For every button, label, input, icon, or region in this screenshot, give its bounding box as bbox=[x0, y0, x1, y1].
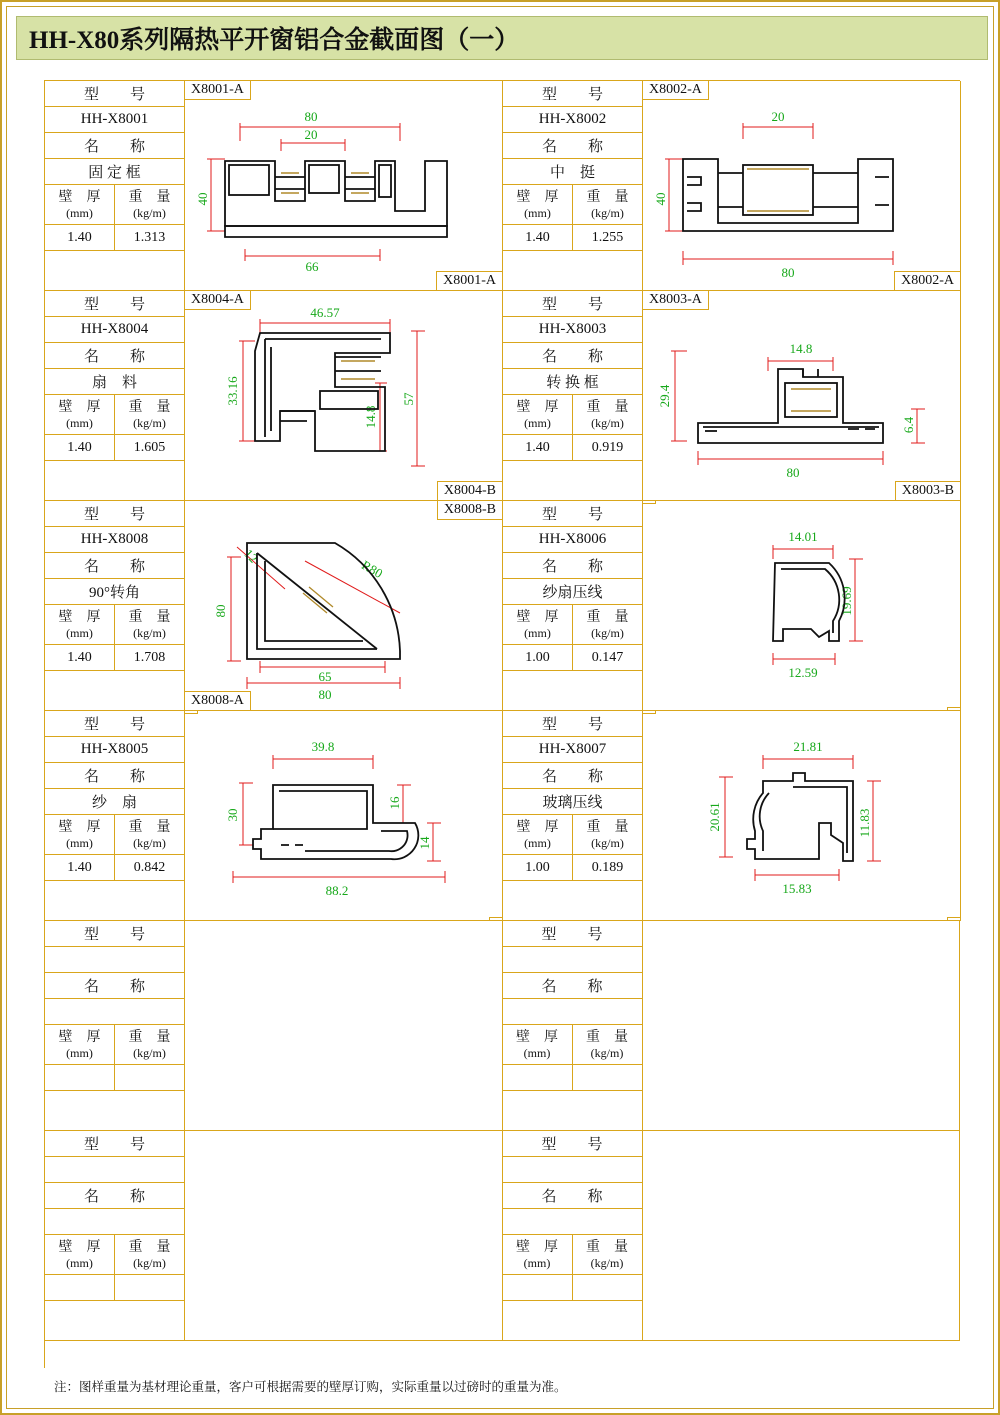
label-weight: 重 量 bbox=[586, 819, 629, 835]
label-thickness: 壁 厚 bbox=[516, 399, 559, 415]
section-figure-x8003 bbox=[643, 291, 960, 500]
label-thickness-weight bbox=[503, 605, 642, 645]
dim-value: 29.4 bbox=[657, 384, 672, 408]
label-name: 名 称 bbox=[503, 133, 642, 159]
value-thickness-weight bbox=[503, 1065, 642, 1091]
label-model: 型 号 bbox=[503, 921, 642, 947]
label-thickness: 壁 厚 bbox=[516, 609, 559, 625]
profile-block-x8005 bbox=[45, 711, 503, 921]
label-model: 型 号 bbox=[45, 501, 184, 527]
label-weight: 重 量 bbox=[128, 399, 171, 415]
label-weight: 重 量 bbox=[128, 819, 171, 835]
label-thickness: 壁 厚 bbox=[516, 819, 559, 835]
label-weight-unit: (kg/m) bbox=[133, 415, 166, 430]
dim-value: 39.8 bbox=[311, 739, 335, 754]
value-model: HH-X8007 bbox=[503, 737, 642, 763]
label-weight-unit: (kg/m) bbox=[590, 1045, 624, 1060]
label-name: 名 称 bbox=[503, 1183, 642, 1209]
value-thickness bbox=[503, 1275, 573, 1300]
label-weight: 重 量 bbox=[128, 1029, 171, 1045]
value-thickness: 1.40 bbox=[503, 225, 573, 250]
label-thickness-unit: (mm) bbox=[524, 835, 551, 850]
label-weight: 重 量 bbox=[128, 189, 171, 205]
label-thickness: 壁 厚 bbox=[58, 819, 101, 835]
info-filler bbox=[45, 671, 184, 710]
dim-value: 57 bbox=[401, 392, 416, 406]
dim-value: 14.01 bbox=[788, 529, 818, 544]
value-model: HH-X8008 bbox=[45, 527, 184, 553]
label-thickness-weight bbox=[45, 185, 184, 225]
section-figure-empty bbox=[185, 921, 502, 1130]
value-thickness: 1.00 bbox=[503, 855, 573, 880]
value-thickness-weight bbox=[503, 645, 642, 671]
value-model bbox=[45, 1157, 184, 1183]
info-filler bbox=[45, 881, 184, 920]
label-weight: 重 量 bbox=[128, 609, 171, 625]
label-weight-unit: (kg/m) bbox=[133, 1255, 166, 1270]
dim-value: 65 bbox=[318, 669, 332, 684]
label-model: 型 号 bbox=[503, 1131, 642, 1157]
value-model bbox=[503, 947, 642, 973]
info-filler bbox=[503, 251, 642, 290]
label-thickness-unit: (mm) bbox=[66, 205, 93, 220]
label-thickness-unit: (mm) bbox=[524, 415, 551, 430]
label-weight: 重 量 bbox=[586, 189, 629, 205]
label-thickness-weight bbox=[503, 395, 642, 435]
value-thickness-weight bbox=[45, 225, 184, 251]
dim-value: 12.59 bbox=[788, 665, 818, 680]
label-name: 名 称 bbox=[45, 973, 184, 999]
dim-value: 80 bbox=[786, 465, 800, 480]
figure-code-bottom bbox=[947, 917, 960, 920]
figure-code-top bbox=[185, 711, 198, 714]
label-weight: 重 量 bbox=[586, 1029, 628, 1045]
section-figure-x8006 bbox=[643, 501, 960, 710]
info-table bbox=[503, 81, 643, 290]
figure-code-bottom: X8004-B bbox=[437, 481, 502, 500]
label-name: 名 称 bbox=[45, 763, 184, 789]
profile-block-empty bbox=[45, 921, 503, 1131]
value-model: HH-X8001 bbox=[45, 107, 184, 133]
grid-row bbox=[45, 711, 960, 921]
info-table bbox=[45, 501, 185, 710]
section-figure-empty bbox=[643, 921, 960, 1130]
label-name: 名 称 bbox=[45, 1183, 184, 1209]
grid-row bbox=[45, 81, 960, 291]
value-thickness-weight bbox=[45, 645, 184, 671]
value-thickness: 1.40 bbox=[45, 855, 115, 880]
dim-value: 20 bbox=[304, 127, 318, 142]
info-filler bbox=[45, 1091, 184, 1130]
label-thickness-weight bbox=[503, 1025, 642, 1065]
dim-value: 33.16 bbox=[225, 376, 240, 406]
section-figure-x8004 bbox=[185, 291, 502, 500]
label-weight: 重 量 bbox=[128, 1239, 171, 1255]
profile-block-empty bbox=[503, 1131, 961, 1341]
label-weight-unit: (kg/m) bbox=[591, 205, 624, 220]
info-table bbox=[45, 921, 185, 1130]
label-thickness: 壁 厚 bbox=[58, 1029, 101, 1045]
label-model: 型 号 bbox=[45, 711, 184, 737]
value-thickness: 1.40 bbox=[45, 645, 115, 670]
label-thickness: 壁 厚 bbox=[58, 609, 101, 625]
value-thickness: 1.00 bbox=[503, 645, 573, 670]
value-thickness-weight bbox=[503, 855, 642, 881]
profile-block-empty bbox=[503, 921, 961, 1131]
label-name: 名 称 bbox=[503, 973, 642, 999]
label-weight-unit: (kg/m) bbox=[133, 835, 166, 850]
value-name: 转 换 框 bbox=[503, 369, 642, 395]
label-thickness-unit: (mm) bbox=[524, 205, 551, 220]
value-thickness: 1.40 bbox=[45, 435, 115, 460]
info-table bbox=[503, 1131, 643, 1340]
label-thickness-weight bbox=[45, 1025, 184, 1065]
page-title: HH-X80系列隔热平开窗铝合金截面图（一） bbox=[29, 27, 520, 54]
label-name: 名 称 bbox=[503, 553, 642, 579]
section-figure-empty bbox=[643, 1131, 960, 1340]
info-table bbox=[45, 291, 185, 500]
info-filler bbox=[503, 671, 642, 710]
dim-value: 30 bbox=[225, 808, 240, 822]
label-thickness-weight bbox=[45, 1235, 184, 1275]
label-thickness: 壁 厚 bbox=[58, 189, 101, 205]
figure-code-bottom: X8008-A bbox=[185, 691, 251, 710]
figure-code-bottom: X8002-A bbox=[894, 271, 960, 290]
label-weight: 重 量 bbox=[586, 1239, 628, 1255]
value-weight: 1.313 bbox=[133, 229, 166, 245]
value-name bbox=[45, 999, 184, 1025]
value-weight: 0.919 bbox=[591, 439, 624, 455]
section-figure-x8005 bbox=[185, 711, 502, 920]
info-table bbox=[503, 501, 643, 710]
value-weight bbox=[573, 1275, 642, 1300]
figure-code-top: X8002-A bbox=[643, 81, 709, 100]
dim-value: 80 bbox=[781, 265, 795, 280]
label-model: 型 号 bbox=[503, 291, 642, 317]
value-model: HH-X8005 bbox=[45, 737, 184, 763]
dim-value: 19.69 bbox=[839, 586, 854, 616]
figure-code-top bbox=[643, 711, 656, 714]
value-model: HH-X8006 bbox=[503, 527, 642, 553]
value-weight bbox=[115, 1065, 184, 1090]
label-model: 型 号 bbox=[45, 291, 184, 317]
grid-row bbox=[45, 291, 960, 501]
dim-value: 15.83 bbox=[782, 881, 812, 896]
value-name: 纱扇压线 bbox=[503, 579, 642, 605]
info-table bbox=[503, 921, 643, 1130]
value-thickness-weight bbox=[45, 1065, 184, 1091]
value-thickness bbox=[503, 1065, 573, 1090]
info-table bbox=[45, 711, 185, 920]
label-thickness-unit: (mm) bbox=[66, 1255, 93, 1270]
dim-value: 6.4 bbox=[901, 416, 916, 434]
dim-value: 80 bbox=[213, 604, 228, 618]
dim-value: 40 bbox=[653, 192, 668, 206]
dim-value: 80 bbox=[304, 109, 318, 124]
value-name: 纱 扇 bbox=[45, 789, 184, 815]
dim-value: 16 bbox=[387, 796, 402, 810]
label-thickness: 壁 厚 bbox=[58, 399, 101, 415]
dim-value: 46.57 bbox=[310, 305, 340, 320]
dim-value: 11.83 bbox=[857, 808, 872, 838]
label-thickness-weight bbox=[45, 395, 184, 435]
label-thickness-unit: (mm) bbox=[523, 1255, 551, 1270]
value-name: 玻璃压线 bbox=[503, 789, 642, 815]
value-model: HH-X8003 bbox=[503, 317, 642, 343]
grid-row bbox=[45, 501, 960, 711]
section-figure-x8002 bbox=[643, 81, 960, 290]
value-thickness-weight bbox=[503, 225, 642, 251]
profile-block-x8003 bbox=[503, 291, 961, 501]
info-filler bbox=[503, 1091, 642, 1130]
value-thickness-weight bbox=[503, 435, 642, 461]
label-thickness-unit: (mm) bbox=[523, 1045, 551, 1060]
figure-code-top: X8001-A bbox=[185, 81, 251, 100]
value-name bbox=[45, 1209, 184, 1235]
dim-value: 66 bbox=[305, 259, 319, 274]
label-thickness-weight bbox=[45, 605, 184, 645]
value-weight: 0.842 bbox=[133, 859, 166, 875]
value-model: HH-X8004 bbox=[45, 317, 184, 343]
label-name: 名 称 bbox=[45, 133, 184, 159]
info-filler bbox=[45, 251, 184, 290]
label-model: 型 号 bbox=[45, 81, 184, 107]
section-figure-x8008 bbox=[185, 501, 502, 710]
profile-block-x8002 bbox=[503, 81, 961, 291]
figure-code-top: X8008-B bbox=[437, 501, 502, 520]
value-name: 固 定 框 bbox=[45, 159, 184, 185]
figure-code-bottom bbox=[947, 707, 960, 710]
label-model: 型 号 bbox=[45, 1131, 184, 1157]
section-figure-empty bbox=[185, 1131, 502, 1340]
label-thickness-unit: (mm) bbox=[66, 835, 93, 850]
value-name bbox=[503, 1209, 642, 1235]
figure-code-top: X8004-A bbox=[185, 291, 251, 310]
label-thickness: 壁 厚 bbox=[516, 189, 559, 205]
profile-block-x8001 bbox=[45, 81, 503, 291]
label-model: 型 号 bbox=[503, 711, 642, 737]
label-thickness: 壁 厚 bbox=[516, 1029, 558, 1045]
label-model: 型 号 bbox=[503, 501, 642, 527]
label-thickness-unit: (mm) bbox=[66, 625, 93, 640]
dim-value: 14.8 bbox=[789, 341, 813, 356]
figure-code-bottom: X8001-A bbox=[436, 271, 502, 290]
dim-value: 88.2 bbox=[325, 883, 349, 898]
label-thickness-weight bbox=[503, 185, 642, 225]
info-filler bbox=[503, 1301, 642, 1340]
grid-row bbox=[45, 1131, 960, 1341]
value-name: 90°转角 bbox=[45, 579, 184, 605]
dim-value: 12 bbox=[241, 545, 262, 566]
label-thickness-weight bbox=[45, 815, 184, 855]
label-thickness: 壁 厚 bbox=[58, 1239, 101, 1255]
info-table bbox=[45, 81, 185, 290]
sheet-title-bar bbox=[16, 16, 988, 60]
profile-block-x8007 bbox=[503, 711, 961, 921]
label-thickness-weight bbox=[503, 815, 642, 855]
label-model: 型 号 bbox=[503, 81, 642, 107]
value-weight bbox=[573, 1065, 642, 1090]
label-thickness-weight bbox=[503, 1235, 642, 1275]
label-weight-unit: (kg/m) bbox=[133, 625, 166, 640]
dim-value: R80 bbox=[359, 557, 386, 582]
value-thickness-weight bbox=[45, 855, 184, 881]
value-model bbox=[45, 947, 184, 973]
info-table bbox=[503, 291, 643, 500]
label-weight-unit: (kg/m) bbox=[133, 205, 166, 220]
grid-row bbox=[45, 921, 960, 1131]
info-filler bbox=[503, 461, 642, 500]
label-thickness-unit: (mm) bbox=[66, 1045, 93, 1060]
value-weight: 0.189 bbox=[591, 859, 624, 875]
figure-code-top bbox=[643, 501, 656, 504]
figure-code-bottom bbox=[489, 917, 502, 920]
info-filler bbox=[503, 881, 642, 920]
value-name bbox=[503, 999, 642, 1025]
label-weight-unit: (kg/m) bbox=[591, 625, 624, 640]
label-weight-unit: (kg/m) bbox=[133, 1045, 166, 1060]
label-weight-unit: (kg/m) bbox=[591, 835, 624, 850]
label-weight: 重 量 bbox=[586, 609, 629, 625]
dim-value: 80 bbox=[318, 687, 332, 702]
label-thickness: 壁 厚 bbox=[516, 1239, 558, 1255]
value-thickness-weight bbox=[45, 1275, 184, 1301]
value-weight: 0.147 bbox=[591, 649, 624, 665]
footer-note: 注：图样重量为基材理论重量，客户可根据需要的壁厚订购，实际重量以过磅时的重量为准。 bbox=[54, 1380, 567, 1394]
label-name: 名 称 bbox=[45, 553, 184, 579]
value-model bbox=[503, 1157, 642, 1183]
label-name: 名 称 bbox=[503, 343, 642, 369]
value-weight: 1.708 bbox=[133, 649, 166, 665]
label-thickness-unit: (mm) bbox=[524, 625, 551, 640]
info-filler bbox=[45, 1301, 184, 1340]
section-figure-x8001 bbox=[185, 81, 502, 290]
value-thickness: 1.40 bbox=[503, 435, 573, 460]
profile-block-x8006 bbox=[503, 501, 961, 711]
label-model: 型 号 bbox=[45, 921, 184, 947]
dim-value: 14 bbox=[417, 836, 432, 850]
value-thickness bbox=[45, 1065, 115, 1090]
dim-value: 14.8 bbox=[363, 405, 378, 429]
dim-value: 21.81 bbox=[793, 739, 823, 754]
label-thickness-unit: (mm) bbox=[66, 415, 93, 430]
profile-block-empty bbox=[45, 1131, 503, 1341]
dim-value: 20 bbox=[771, 109, 785, 124]
label-weight-unit: (kg/m) bbox=[591, 415, 624, 430]
info-table bbox=[503, 711, 643, 920]
profile-grid bbox=[44, 80, 960, 1368]
section-figure-x8007 bbox=[643, 711, 960, 920]
label-name: 名 称 bbox=[503, 763, 642, 789]
profile-block-x8004 bbox=[45, 291, 503, 501]
value-thickness-weight bbox=[503, 1275, 642, 1301]
value-name: 中 挺 bbox=[503, 159, 642, 185]
dim-value: 40 bbox=[195, 192, 210, 206]
value-thickness-weight bbox=[45, 435, 184, 461]
label-weight: 重 量 bbox=[586, 399, 629, 415]
value-weight: 1.255 bbox=[591, 229, 624, 245]
label-name: 名 称 bbox=[45, 343, 184, 369]
value-thickness bbox=[45, 1275, 115, 1300]
figure-code-bottom: X8003-B bbox=[895, 481, 960, 500]
info-filler bbox=[45, 461, 184, 500]
profile-block-x8008 bbox=[45, 501, 503, 711]
figure-code-top: X8003-A bbox=[643, 291, 709, 310]
value-weight: 1.605 bbox=[133, 439, 166, 455]
value-weight bbox=[115, 1275, 184, 1300]
label-weight-unit: (kg/m) bbox=[590, 1255, 624, 1270]
value-name: 扇 料 bbox=[45, 369, 184, 395]
dim-value: 20.61 bbox=[707, 802, 722, 832]
value-thickness: 1.40 bbox=[45, 225, 115, 250]
info-table bbox=[45, 1131, 185, 1340]
value-model: HH-X8002 bbox=[503, 107, 642, 133]
